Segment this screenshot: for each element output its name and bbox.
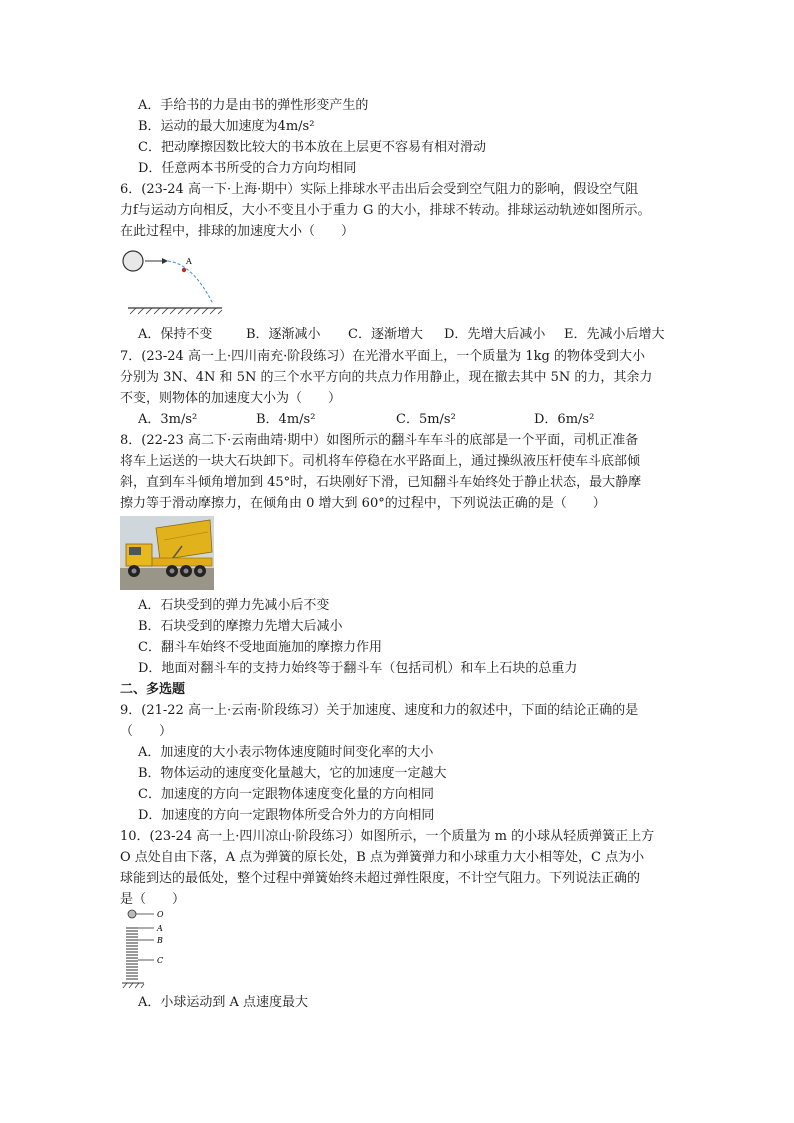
q7-stem-line2: 分别为 3N、4N 和 5N 的三个水平方向的共点力作用静止，现在撤去其中 5N 的力，其余力 xyxy=(120,370,653,385)
q8-stem-line1: 8．(22-23 高二下·云南曲靖·期中）如图所示的翻斗车车斗的底部是一个平面，司机正准备 xyxy=(120,433,639,448)
q7-stem-line1: 7．(23-24 高一上·四川南充·阶段练习）在光滑水平面上，一个质量为 1kg 的物体受到大小 xyxy=(120,349,645,364)
q8-option-b: B．石块受到的摩擦力先增大后减小 xyxy=(138,619,343,634)
ball-icon xyxy=(128,910,136,918)
volleyball-icon xyxy=(123,251,143,271)
q6-stem-line1: 6．(23-24 高一下·上海·期中）实际上排球水平击出后会受到空气阻力的影响，假设空气阻 xyxy=(120,182,639,197)
q10-option-a: A．小球运动到 A 点速度最大 xyxy=(138,995,309,1010)
q9-option-c: C．加速度的方向一定跟物体速度变化量的方向相同 xyxy=(138,787,434,802)
point-a-marker xyxy=(182,268,186,272)
q7-option-d: D．6m/s² xyxy=(534,412,595,427)
base-hatching xyxy=(123,983,144,988)
q6-volleyball-trajectory-figure xyxy=(118,246,228,318)
ground-hatching xyxy=(130,308,222,314)
label-o: O xyxy=(157,910,164,919)
q10-stem-line1: 10．(23-24 高一上·四川凉山·阶段练习）如图所示，一个质量为 m 的小球从轻质弹簧正上方 xyxy=(120,829,655,844)
q10-spring-figure xyxy=(120,908,180,992)
q8-option-c: C．翻斗车始终不受地面施加的摩擦力作用 xyxy=(138,640,382,655)
q9-option-a: A．加速度的大小表示物体速度随时间变化率的大小 xyxy=(138,745,434,760)
q10-stem-line3: 球能到达的最低处，整个过程中弹簧始终未超过弹性限度，不计空气阻力。下列说法正确的 xyxy=(120,871,641,886)
q8-option-a: A．石块受到的弹力先减小后不变 xyxy=(138,598,330,613)
q5-option-b: B．运动的最大加速度为4m/s² xyxy=(138,119,315,134)
q8-dump-truck-photo xyxy=(120,516,214,590)
arrow-head-icon xyxy=(162,258,168,264)
q5-option-d: D．任意两本书所受的合力方向均相同 xyxy=(138,161,357,176)
q6-option-a: A．保持不变 xyxy=(138,327,213,342)
q9-option-d: D．加速度的方向一定跟物体所受合外力的方向相同 xyxy=(138,808,435,823)
spring-coil-icon xyxy=(126,928,138,979)
label-a: A xyxy=(157,924,163,933)
q7-option-b: B．4m/s² xyxy=(256,412,316,427)
label-b: B xyxy=(157,936,163,945)
label-c: C xyxy=(157,956,164,965)
q8-stem-line4: 擦力等于滑动摩擦力，在倾角由 0 增大到 60°的过程中，下列说法正确的是（ ） xyxy=(120,496,606,511)
q9-stem-line2: （ ） xyxy=(120,724,173,739)
q5-option-a: A．手给书的力是由书的弹性形变产生的 xyxy=(138,98,369,113)
q8-stem-line2: 将车上运送的一块大石块卸下。司机将车停稳在水平路面上，通过操纵液压杆使车斗底部倾 xyxy=(120,454,641,469)
q9-stem-line1: 9．(21-22 高一上·云南·阶段练习）关于加速度、速度和力的叙述中，下面的结论正确的是 xyxy=(120,703,639,718)
q10-stem-line4: 是（ ） xyxy=(120,892,186,907)
q6-options-row xyxy=(138,325,698,345)
q7-option-a: A．3m/s² xyxy=(138,412,198,427)
q8-stem-line3: 斜，直到车斗倾角增加到 45°时，石块刚好下滑，已知翻斗车始终处于静止状态，最大静摩 xyxy=(120,475,642,490)
q7-stem-line3: 不变，则物体的加速度大小为（ ） xyxy=(120,391,342,406)
q8-option-d: D．地面对翻斗车的支持力始终等于翻斗车（包括司机）和车上石块的总重力 xyxy=(138,661,578,676)
q6-stem-line2: 力f与运动方向相反，大小不变且小于重力 G 的大小，排球不转动。排球运动轨迹如图所示。 xyxy=(120,203,651,218)
q7-option-c: C．5m/s² xyxy=(396,412,456,427)
q6-option-d: D．先增大后减小 xyxy=(444,327,546,342)
q6-option-b: B．逐渐减小 xyxy=(246,327,321,342)
q6-option-e: E．先减小后增大 xyxy=(564,327,665,342)
q7-options-row xyxy=(138,410,638,430)
q6-option-c: C．逐渐增大 xyxy=(348,327,423,342)
q6-stem-line3: 在此过程中，排球的加速度大小（ ） xyxy=(120,224,355,239)
point-a-label: A xyxy=(186,257,192,266)
trajectory-curve xyxy=(168,261,213,304)
q5-option-c: C．把动摩擦因数比较大的书本放在上层更不容易有相对滑动 xyxy=(138,140,486,155)
section-heading-multiple-choice: 二、多选题 xyxy=(120,682,186,697)
q9-option-b: B．物体运动的速度变化量越大，它的加速度一定越大 xyxy=(138,766,447,781)
q10-stem-line2: O 点处自由下落，A 点为弹簧的原长处，B 点为弹簧弹力和小球重力大小相等处，C 点为小 xyxy=(120,850,645,865)
